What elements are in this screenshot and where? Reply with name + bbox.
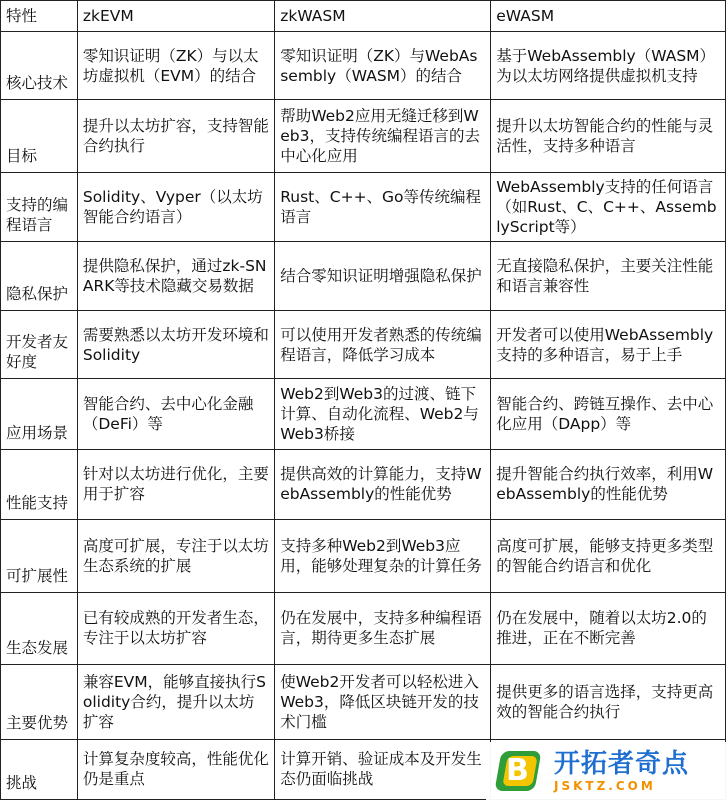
cell-ewasm: 无直接隐私保护，主要关注性能和语言兼容性 xyxy=(491,242,726,310)
cell-ewasm: 提升智能合约执行效率，利用WebAssembly的性能优势 xyxy=(491,449,726,519)
row-label: 开发者友好度 xyxy=(1,310,78,378)
cell-ewasm: 开发者可以使用WebAssembly支持的多种语言，易于上手 xyxy=(491,310,726,378)
cell-zkwasm: 零知识证明（ZK）与WebAssembly（WASM）的结合 xyxy=(275,32,491,100)
cell-zkwasm: 使Web2开发者可以轻松进入Web3，降低区块链开发的技术门槛 xyxy=(275,665,491,740)
brand-logo-icon xyxy=(494,749,544,793)
cell-zkevm: 智能合约、去中心化金融（DeFi）等 xyxy=(77,379,274,449)
table-row xyxy=(1,520,726,593)
cell-ewasm: 智能合约、跨链互操作、去中心化应用（DApp）等 xyxy=(491,379,726,449)
row-label: 生态发展 xyxy=(1,592,78,665)
watermark xyxy=(486,742,726,800)
cell-zkevm: 提升以太坊扩容，支持智能合约执行 xyxy=(77,100,274,173)
table-row xyxy=(1,379,726,449)
cell-ewasm: 提供更多的语言选择，支持更高效的智能合约执行 xyxy=(491,665,726,740)
cell-zkwasm: Rust、C++、Go等传统编程语言 xyxy=(275,173,491,242)
cell-zkevm: 兼容EVM，能够直接执行Solidity合约，提升以太坊扩容 xyxy=(77,665,274,740)
watermark-name: 开拓者奇点 xyxy=(554,749,690,779)
cell-zkwasm: 结合零知识证明增强隐私保护 xyxy=(275,242,491,310)
header-feature: 特性 xyxy=(1,1,78,32)
cell-zkwasm: 可以使用开发者熟悉的传统编程语言，降低学习成本 xyxy=(275,310,491,378)
table-row xyxy=(1,173,726,242)
row-label: 隐私保护 xyxy=(1,242,78,310)
table-row xyxy=(1,592,726,665)
cell-zkevm: 已有较成熟的开发者生态，专注于以太坊扩容 xyxy=(77,592,274,665)
cell-zkevm: Solidity、Vyper（以太坊智能合约语言） xyxy=(77,173,274,242)
logo-letter: B xyxy=(506,753,529,788)
cell-ewasm: 仍在发展中，随着以太坊2.0的推进，正在不断完善 xyxy=(491,592,726,665)
cell-zkevm: 零知识证明（ZK）与以太坊虚拟机（EVM）的结合 xyxy=(77,32,274,100)
table-row xyxy=(1,242,726,310)
cell-zkwasm: 计算开销、验证成本及开发生态仍面临挑战 xyxy=(275,739,491,799)
cell-ewasm: 提升以太坊智能合约的性能与灵活性，支持多种语言 xyxy=(491,100,726,173)
cell-ewasm: 基于WebAssembly（WASM）为以太坊网络提供虚拟机支持 xyxy=(491,32,726,100)
row-label: 性能支持 xyxy=(1,449,78,519)
cell-ewasm: 高度可扩展，能够支持更多类型的智能合约语言和优化 xyxy=(491,520,726,593)
table-row xyxy=(1,32,726,100)
row-label: 主要优势 xyxy=(1,665,78,740)
table-row xyxy=(1,100,726,173)
cell-zkwasm: 仍在发展中，支持多种编程语言，期待更多生态扩展 xyxy=(275,592,491,665)
table-row xyxy=(1,310,726,378)
row-label: 应用场景 xyxy=(1,379,78,449)
row-label: 核心技术 xyxy=(1,32,78,100)
cell-zkevm: 提供隐私保护，通过zk-SNARK等技术隐藏交易数据 xyxy=(77,242,274,310)
table-header-row xyxy=(1,1,726,32)
cell-zkevm: 需要熟悉以太坊开发环境和Solidity xyxy=(77,310,274,378)
header-ewasm: eWASM xyxy=(491,1,726,32)
row-label: 可扩展性 xyxy=(1,520,78,593)
cell-zkwasm: 帮助Web2应用无缝迁移到Web3，支持传统编程语言的去中心化应用 xyxy=(275,100,491,173)
header-zkevm: zkEVM xyxy=(77,1,274,32)
row-label: 支持的编程语言 xyxy=(1,173,78,242)
cell-zkwasm: 支持多种Web2到Web3应用，能够处理复杂的计算任务 xyxy=(275,520,491,593)
row-label: 挑战 xyxy=(1,739,78,799)
watermark-url: JSKTZ.COM xyxy=(554,779,656,793)
cell-zkevm: 计算复杂度较高，性能优化仍是重点 xyxy=(77,739,274,799)
table-row xyxy=(1,665,726,740)
row-label: 目标 xyxy=(1,100,78,173)
header-zkwasm: zkWASM xyxy=(275,1,491,32)
cell-zkevm: 针对以太坊进行优化，主要用于扩容 xyxy=(77,449,274,519)
cell-zkwasm: Web2到Web3的过渡、链下计算、自动化流程、Web2与Web3桥接 xyxy=(275,379,491,449)
cell-zkwasm: 提供高效的计算能力，支持WebAssembly的性能优势 xyxy=(275,449,491,519)
table-row xyxy=(1,449,726,519)
cell-ewasm: WebAssembly支持的任何语言（如Rust、C、C++、AssemblyScript等） xyxy=(491,173,726,242)
cell-zkevm: 高度可扩展，专注于以太坊生态系统的扩展 xyxy=(77,520,274,593)
